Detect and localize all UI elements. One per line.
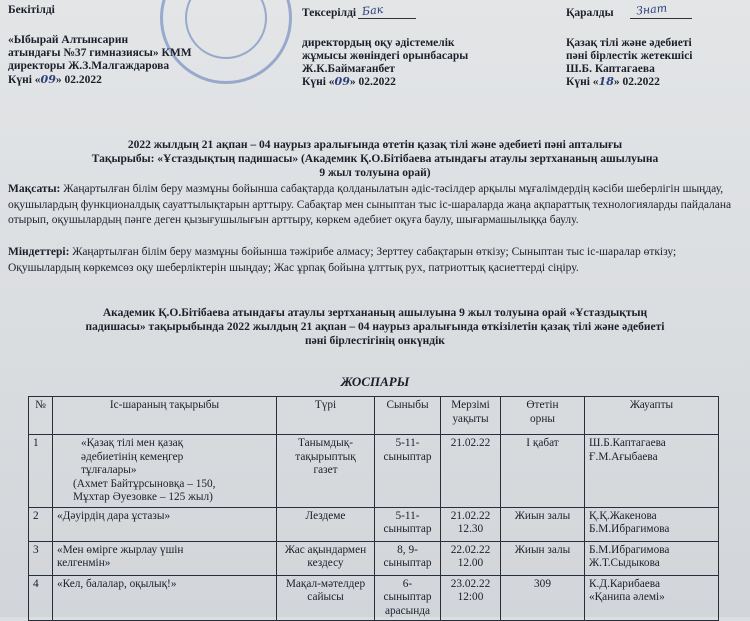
row-date: 22.02.22 12.00 (441, 541, 501, 575)
subtitle-line1: Академик Қ.О.Бітібаева атындағы атаулы зертхананың ашылуына 9 жыл толуына орай «Ұстаздықтың (102, 307, 648, 319)
row-num: 3 (29, 541, 53, 575)
reviewer-line1: Қазақ тілі және әдебиеті (566, 37, 692, 49)
header-class: Сыныбы (375, 397, 441, 435)
approver-org-line1: «Ыбырай Алтынсарин (8, 34, 129, 46)
row-date: 21.02.22 12.30 (441, 507, 501, 541)
row-topic: «Мен өміргe жырлау үшін келгенмін» (53, 541, 277, 575)
checker-date: Күні «09» 02.2022 (302, 75, 396, 88)
row-type: Жас ақындармен кездесу (277, 541, 375, 575)
header-topic: Іс-шараның тақырыбы (53, 397, 277, 435)
header-type: Түрі (277, 397, 375, 435)
checker-line1: директордың оқу әдістемелік (302, 37, 455, 49)
row-date: 21.02.22 (441, 435, 501, 508)
row-resp: Ш.Б.Каптагаева Ғ.М.Ағыбаева (585, 435, 719, 508)
row-place: І қабат (501, 435, 585, 508)
header-place: Өтетін орны (501, 397, 585, 435)
row-type: Лездеме (277, 507, 375, 541)
plan-table (28, 396, 719, 621)
reviewed-label: Қаралды (566, 7, 614, 19)
row-resp: Б.М.Ибрагимова Ж.Т.Сыдыкова (585, 541, 719, 575)
table-row (29, 541, 719, 575)
row-type: Мақал-мәтелдер сайысы (277, 575, 375, 621)
intro-line2: Тақырыбы: «Ұстаздықтың падишасы» (Академик Қ.О.Бітібаева атындағы атаулы зертхананың ашылуына (91, 153, 659, 165)
row-num: 4 (29, 575, 53, 621)
reviewer-date: Күні «18» 02.2022 (566, 75, 660, 88)
subtitle-line2: падишасы» тақырыбында 2022 жылдың 21 ақпан – 04 наурыз аралығында өткізілетін қазақ тілі және әдебиеті (85, 321, 665, 333)
row-place: Жиын залы (501, 507, 585, 541)
row-class: 5-11- сыныптар (375, 435, 441, 508)
table-row (29, 435, 719, 508)
row-class: 5-11- сыныптар (375, 507, 441, 541)
row-type: Танымдық- тақырыптық газет (277, 435, 375, 508)
reviewer-line2: пәні бірлестік жетекшісі (566, 50, 693, 62)
row-place: 309 (501, 575, 585, 621)
row-class: 8, 9- сыныптар (375, 541, 441, 575)
intro-line3: 9 жыл толуына орай) (319, 167, 431, 179)
row-date: 23.02.22 12:00 (441, 575, 501, 621)
tasks-paragraph: Міндеттері: Жаңартылған білім беру мазмұны бойынша тәжірибе алмасу; Зерттеу сабақтарын өткізу; Сыныптан тыс іс-шаралар өткізу; Оқушылардың көркемсөз оқу шеберліктерін шыңдау; Жас ұрпақ бойына ұлттық рух, патриоттық қасиеттерді сіңіру. (8, 246, 677, 274)
table-header-row (29, 397, 719, 435)
row-resp: К.Д.Карибаева «Қанипа әлемі» (585, 575, 719, 621)
header-resp: Жауапты (585, 397, 719, 435)
checker-signature: Бак (361, 2, 384, 19)
row-num: 2 (29, 507, 53, 541)
goals-paragraph: Мақсаты: Жаңартылған білім беру мазмұны бойынша сабақтарда қолданылатын әдіс-тәсілдер арқылы мұғалімдердің кәсіби шеберлігін шыңдау, оқушылардың функционалдық сауаттылықтарын арттыру. Сабақтар мен сыныптан тыс іс-шараларда жаңа ақпараттық технологияларды пайдалана отырып, оқушылардың пәнге деген қызығушылығын арттыру, көркем әдебиет оқуға баулу, шығармашылыққа баулу. (8, 183, 732, 226)
checker-line2: жұмысы жөніндегі орынбасары (302, 50, 469, 62)
row-class: 6-сыныптар арасында (375, 575, 441, 621)
row-topic: «Кел, балалар, оқылық!» (53, 575, 277, 621)
checked-label: Тексерілді (302, 7, 357, 19)
reviewer-name: Ш.Б. Каптагаева (566, 63, 655, 75)
header-term: Мерзімі уақыты (441, 397, 501, 435)
table-row (29, 507, 719, 541)
approver-name: директоры Ж.З.Малгаждарова (8, 60, 170, 72)
row-topic: «Дәуірдің дара ұстазы» (53, 507, 277, 541)
row-place: Жиын залы (501, 541, 585, 575)
checker-name: Ж.К.Баймағанбет (302, 63, 395, 75)
row-resp: Қ.Қ.Жакенова Б.М.Ибрагимова (585, 507, 719, 541)
approved-label: Бекітілді (8, 4, 55, 16)
approver-org-line2: атындағы №37 гимназиясы» КММ (8, 47, 192, 59)
intro-line1: 2022 жылдың 21 ақпан – 04 наурыз аралығында өтетін қазақ тілі және әдебиеті пәні апталығы (127, 139, 623, 151)
subtitle-line3: пәні бірлестігінің онкүндік (305, 335, 445, 347)
plan-title: ЖОСПАРЫ (340, 374, 410, 389)
official-stamp (160, 0, 292, 84)
row-num: 1 (29, 435, 53, 508)
table-row (29, 575, 719, 621)
approver-date: Күні «09» 02.2022 (8, 73, 102, 86)
header-num: № (29, 397, 53, 435)
row-topic: «Қазақ тілі мен қазақ әдебиетінің кемеңгер тұлғалары» (Ахмет Байтұрсыновқа – 150, Мұхтар Әуезовке – 125 жыл) (53, 435, 277, 508)
reviewer-signature: Знат (635, 1, 668, 18)
